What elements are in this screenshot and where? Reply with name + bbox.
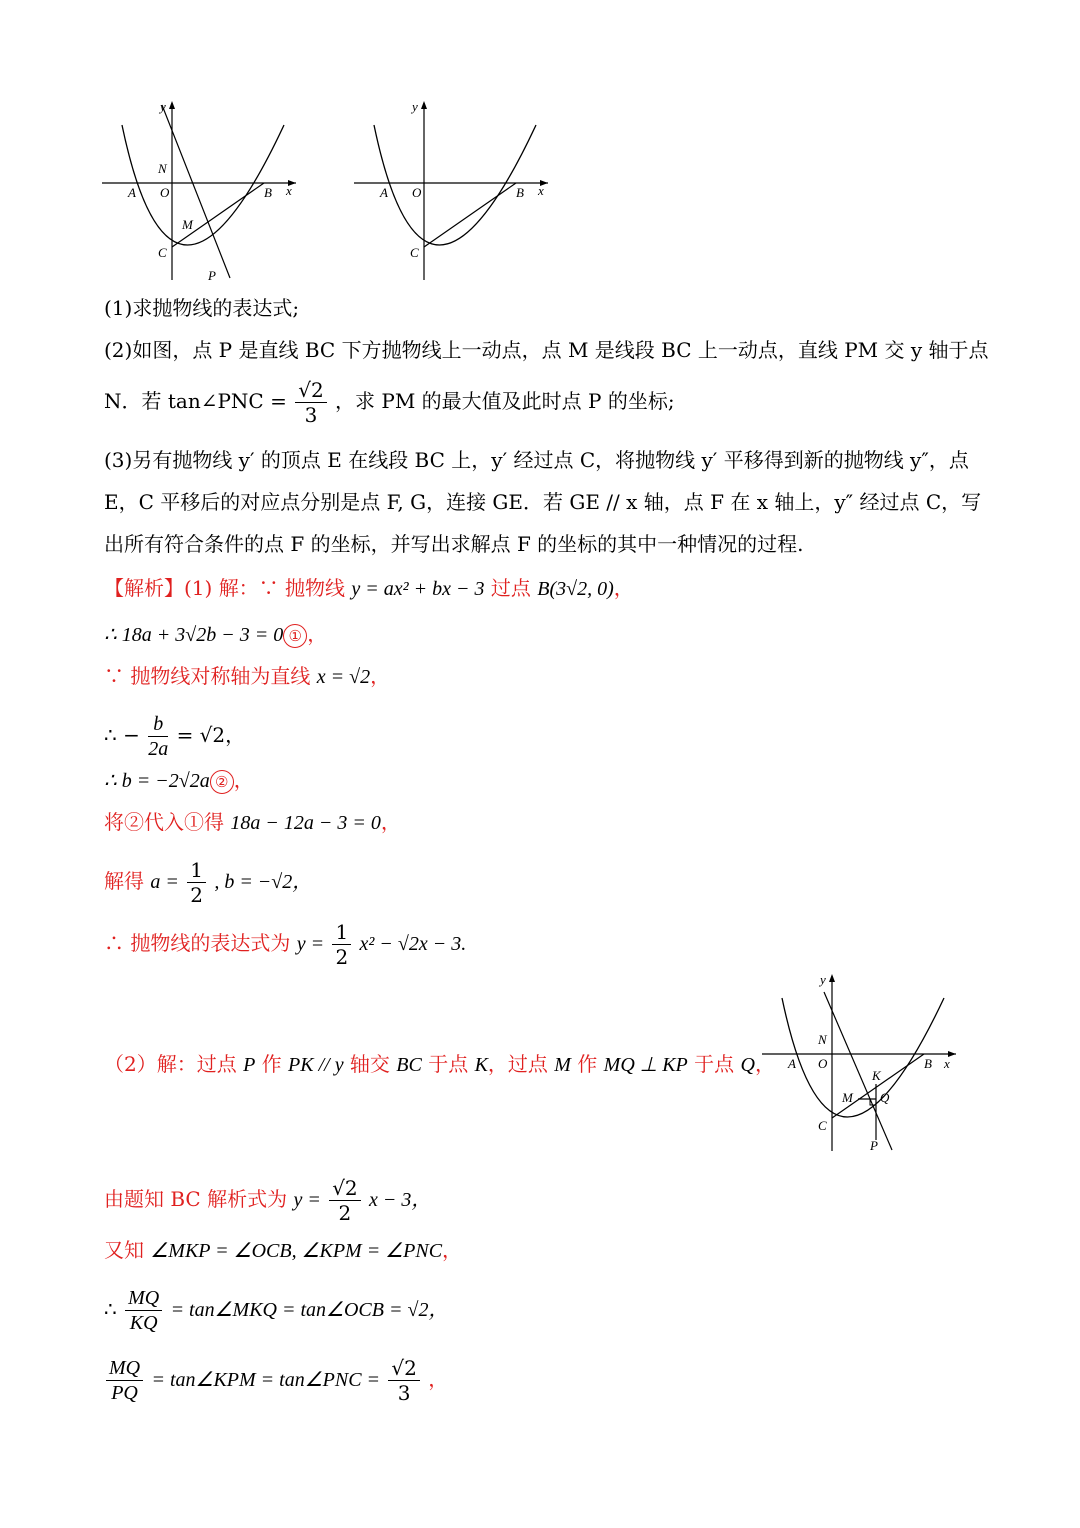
fraction-denominator: 2	[338, 1201, 352, 1225]
fraction-numerator: MQ	[125, 1286, 162, 1311]
solution-2-line-2	[104, 1176, 431, 1225]
sol1-l7-a: 解得	[104, 869, 151, 893]
segment-bc	[172, 183, 264, 247]
figure-3	[760, 968, 960, 1158]
figure-1	[100, 95, 300, 285]
solution-1-line-6	[104, 808, 401, 837]
fraction-b-over-2a	[148, 712, 168, 761]
q2-text-post: ，求 PM 的最大值及此时点 P 的坐标;	[335, 389, 675, 413]
sol2-l1-d: PK // y	[288, 1054, 344, 1076]
solution-1-line-8	[104, 920, 466, 969]
sol2-l1-o: ，	[754, 1052, 775, 1076]
q2-text-pre: N．若 tan∠PNC =	[104, 389, 287, 413]
sol2-l2-a: 由题知 BC 解析式为	[104, 1187, 294, 1211]
fraction-1-over-2	[187, 858, 206, 907]
sol1-l6-eq: 18a − 12a − 3 = 0	[230, 812, 381, 834]
fraction-numerator: √2	[329, 1176, 360, 1201]
sol1-l8-pre: y =	[296, 933, 325, 955]
sol2-l1-m: 于点	[687, 1052, 741, 1076]
fraction-mq-over-kq	[125, 1286, 162, 1335]
label-o: O	[412, 185, 422, 200]
sol2-l3-eq: ∠MKP = ∠OCB, ∠KPM = ∠PNC	[150, 1240, 443, 1262]
label-c: C	[410, 245, 419, 260]
sol2-l1-n: Q	[740, 1054, 755, 1076]
solution-2-line-5	[104, 1356, 448, 1405]
solution-1-line-3	[104, 662, 390, 691]
sol1-l1-pt: B(3√2, 0)	[537, 578, 614, 600]
sol2-l1-e: 轴交	[343, 1052, 397, 1076]
sol2-l3-end: ，	[442, 1238, 463, 1262]
question-3-line-1: (3)另有抛物线 y′ 的顶点 E 在线段 BC 上，y′ 经过点 C，将抛物线 y′ 平移得到新的抛物线 y″，点	[104, 448, 969, 472]
circle-number-1: ①	[283, 624, 307, 648]
label-q: Q	[880, 1090, 890, 1105]
label-n: N	[818, 1032, 827, 1047]
sol2-l5-mid: = tan∠KPM = tan∠PNC =	[151, 1369, 381, 1391]
fraction-denominator: 2a	[148, 738, 169, 760]
label-n: N	[158, 161, 167, 176]
solution-2-line-4	[104, 1286, 448, 1335]
label-a: A	[788, 1056, 796, 1071]
sol1-l3-a: ∵ 抛物线对称轴为直线	[104, 664, 317, 688]
fraction-numerator: √2	[388, 1356, 419, 1381]
label-x: x	[286, 183, 292, 198]
fraction-sqrt2-over-2	[329, 1176, 360, 1225]
solution-1-line-5	[104, 766, 254, 795]
label-p: P	[208, 268, 216, 283]
fraction-denominator: 2	[190, 883, 203, 907]
sol1-l3-eq: x = √2	[316, 666, 371, 688]
figure-2	[352, 95, 552, 285]
question-2-line-2	[104, 378, 675, 427]
fraction-denominator: 3	[304, 403, 318, 427]
question-3-line-3: 出所有符合条件的点 F 的坐标，并写出求解点 F 的坐标的其中一种情况的过程.	[104, 532, 804, 556]
sol1-l2: ∴ 18a + 3√2b − 3 = 0	[104, 624, 284, 646]
fraction-denominator: 2	[335, 945, 349, 969]
fraction-denominator: KQ	[129, 1312, 158, 1334]
sol1-l2-end: ，	[307, 622, 328, 646]
sol2-l5-end: ，	[428, 1367, 449, 1391]
sol2-l2-post: x − 3，	[369, 1189, 432, 1211]
label-x: x	[538, 183, 544, 198]
fraction-numerator: √2	[295, 378, 326, 403]
sol1-l8-a: ∴ 抛物线的表达式为	[104, 931, 297, 955]
sol2-l1-c: 作	[255, 1052, 289, 1076]
parabola-curve	[122, 125, 284, 245]
label-k: K	[872, 1068, 881, 1083]
label-a: A	[380, 185, 388, 200]
analysis-tag: 【解析】	[104, 576, 184, 600]
fraction-denominator: PQ	[111, 1382, 138, 1404]
label-b: B	[264, 185, 272, 200]
parabola-curve	[374, 125, 536, 245]
sol1-l1-end: ，	[613, 576, 634, 600]
question-2-line-1: (2)如图，点 P 是直线 BC 下方抛物线上一动点，点 M 是线段 BC 上一动点，直线 PM 交 y 轴于点	[104, 338, 989, 362]
fraction-mq-over-pq	[106, 1356, 143, 1405]
label-b: B	[924, 1056, 932, 1071]
sol2-l1-a: （2）解：过点	[104, 1052, 244, 1076]
sol1-l1-eq: y = ax² + bx − 3	[351, 578, 485, 600]
sol2-l1-j: M	[554, 1054, 571, 1076]
sol2-l4-pre: ∴	[104, 1297, 117, 1321]
label-c: C	[818, 1118, 827, 1133]
label-y: y	[820, 972, 826, 987]
sol1-l8-post: x² − √2x − 3.	[359, 933, 467, 955]
sol1-l7-post: , b = −√2，	[214, 871, 313, 893]
sol1-l4-pre: ∴ −	[104, 723, 140, 747]
label-o: O	[818, 1056, 828, 1071]
solution-1-line-1	[104, 574, 634, 603]
sol1-l5: ∴ b = −2√2a	[104, 770, 210, 792]
sol2-l2-pre: y =	[293, 1189, 321, 1211]
fraction-sqrt2-over-3	[388, 1356, 419, 1405]
sol2-l1-g: 于点	[421, 1052, 475, 1076]
circle-number-2: ②	[210, 770, 234, 794]
sol1-l4-post: = √2，	[176, 723, 246, 747]
sol1-l1-a: (1) 解：∵ 抛物线	[184, 576, 352, 600]
sol2-l3-a: 又知	[104, 1238, 151, 1262]
sol2-l1-k: 作	[570, 1052, 604, 1076]
label-o: O	[160, 185, 170, 200]
y-axis-arrow	[829, 974, 835, 982]
fraction-numerator: 1	[332, 920, 351, 945]
sol1-l3-end: ，	[370, 664, 391, 688]
question-3-line-2: E，C 平移后的对应点分别是点 F, G，连接 GE．若 GE // x 轴，点 F 在 x 轴上，y″ 经过点 C，写	[104, 490, 982, 514]
label-m: M	[182, 217, 193, 232]
label-a: A	[128, 185, 136, 200]
fraction-numerator: MQ	[106, 1356, 143, 1381]
label-m: M	[842, 1090, 853, 1105]
fraction-numerator: b	[148, 712, 168, 737]
solution-2-line-3	[104, 1236, 462, 1265]
sol1-l5-end: ，	[233, 768, 254, 792]
sol2-l1-b: P	[243, 1054, 256, 1076]
sol2-l1-h: K	[474, 1054, 488, 1076]
sol1-l6-a: 将②代入①得	[104, 810, 231, 834]
segment-bc	[424, 183, 516, 247]
line-pn	[824, 992, 892, 1150]
sol1-l6-end: ，	[380, 810, 401, 834]
label-c: C	[158, 245, 167, 260]
label-y: y	[412, 99, 418, 114]
solution-1-line-2	[104, 620, 327, 649]
sol2-l1-f: BC	[396, 1054, 422, 1076]
question-1: (1)求抛物线的表达式;	[104, 296, 300, 320]
label-p: P	[870, 1138, 878, 1153]
fraction-sqrt2-over-3	[295, 378, 326, 427]
y-axis-arrow	[421, 101, 427, 109]
label-y: y	[160, 99, 166, 114]
fraction-numerator: 1	[187, 858, 206, 883]
solution-1-line-7	[104, 858, 312, 907]
y-axis-arrow	[169, 101, 175, 109]
sol1-l7-pre: a =	[150, 871, 179, 893]
sol2-l1-l: MQ ⊥ KP	[603, 1054, 688, 1076]
sol1-l1-b: 过点	[484, 576, 538, 600]
segment-bc	[832, 1054, 924, 1118]
label-x: x	[944, 1056, 950, 1071]
sol2-l4-post: = tan∠MKQ = tan∠OCB = √2，	[170, 1299, 449, 1321]
fraction-1-over-2	[332, 920, 351, 969]
solution-2-line-1	[104, 1050, 775, 1079]
solution-1-line-4	[104, 712, 245, 761]
sol2-l1-i: ，过点	[487, 1052, 555, 1076]
fraction-denominator: 3	[397, 1381, 411, 1405]
label-b: B	[516, 185, 524, 200]
